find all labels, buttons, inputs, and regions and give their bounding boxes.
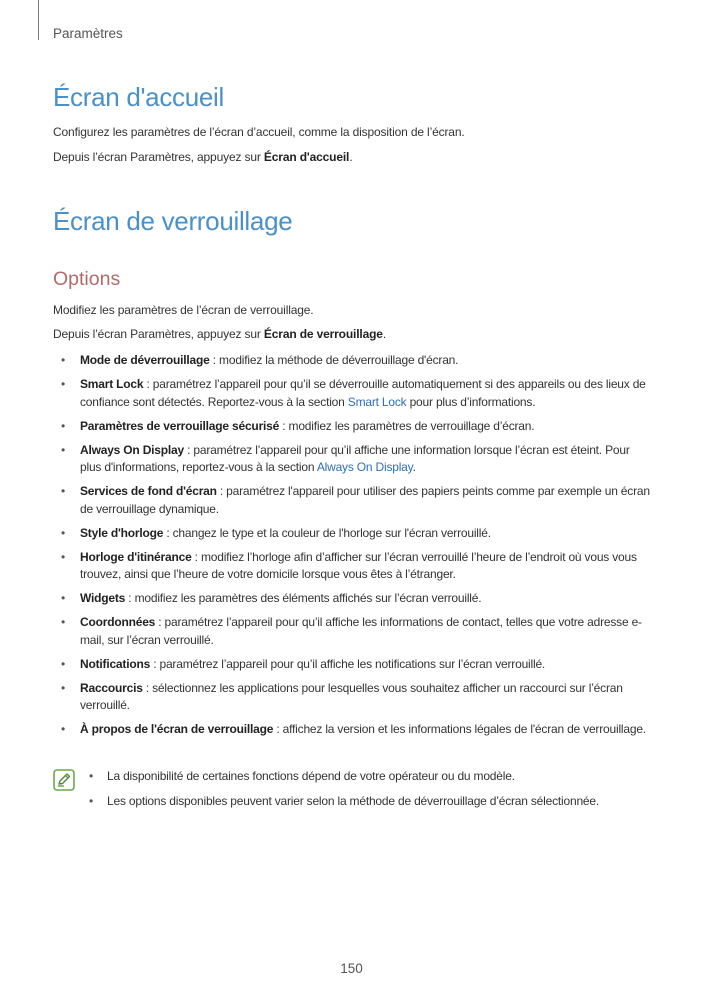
option-term: À propos de l'écran de verrouillage	[80, 722, 274, 736]
option-text: : sélectionnez les applications pour lesquelles vous souhaitez afficher un raccourci sur l’écran verrouillé.	[80, 680, 623, 712]
note-item: • La disponibilité de certaines fonctions dépend de votre opérateur ou du modèle.	[89, 769, 515, 783]
home-screen-path	[53, 150, 352, 164]
lock-screen-path	[53, 327, 386, 341]
note-text: La disponibilité de certaines fonctions dépend de votre opérateur ou du modèle.	[107, 769, 515, 783]
option-contact-info: • Coordonnées : paramétrez l’appareil pour qu’il affiche les informations de contact, telles que votre adresse e-mail, sur l’écran verrouillé.	[61, 615, 642, 647]
page-number: 150	[340, 961, 363, 976]
option-secure-lock-settings: • Paramètres de verrouillage sécurisé : modifiez les paramètres de verrouillage d’écran.	[61, 418, 535, 433]
home-screen-path-target: Écran d'accueil	[263, 150, 350, 164]
option-text: : paramétrez l’appareil pour qu’il affiche une information lorsque l’écran est éteint. Pour plus d'informations, reportez-vous à la section	[80, 442, 630, 474]
option-roaming-clock: • Horloge d'itinérance : modifiez l’horloge afin d’afficher sur l’écran verrouillé l’heure de l’endroit où vous vous trouvez, ainsi que l’heure de votre domicile lorsque vous êtes à l’étranger.	[61, 549, 637, 581]
option-text: : modifiez les paramètres des éléments affichés sur l’écran verrouillé.	[125, 591, 482, 605]
option-text-after: pour plus d’informations.	[406, 394, 536, 409]
option-term: Style d'horloge	[80, 525, 164, 540]
header-divider	[38, 0, 39, 40]
lock-screen-heading: Écran de verrouillage	[53, 206, 293, 236]
option-text: : changez le type et la couleur de l'horloge sur l'écran verrouillé.	[163, 525, 491, 540]
always-on-display-link[interactable]: Always On Display	[316, 460, 413, 474]
option-unlock-mode: • Mode de déverrouillage : modifiez la méthode de déverrouillage d'écran.	[61, 353, 459, 367]
home-screen-path-suffix: .	[349, 150, 353, 164]
options-heading: Options	[53, 268, 121, 290]
option-term: Raccourcis	[80, 680, 143, 695]
option-smart-lock: • Smart Lock : paramétrez l’appareil pour qu’il se déverrouille automatiquement si des appareils ou des lieux de confiance sont détectés. Reportez-vous à la section Smart Lock pour plus d’informations.	[61, 377, 646, 409]
option-always-on-display: • Always On Display : paramétrez l’appareil pour qu’il affiche une information lorsque l’écran est éteint. Pour plus d'informations, reportez-vous à la section Always On Display.	[61, 442, 630, 474]
home-screen-heading: Écran d'accueil	[53, 82, 225, 112]
lock-screen-path-suffix: .	[382, 327, 387, 341]
home-screen-path-prefix: Depuis l’écran Paramètres, appuyez sur	[53, 150, 264, 164]
lock-screen-description: Modifiez les paramètres de l’écran de verrouillage.	[53, 303, 314, 317]
note-list	[80, 768, 660, 817]
option-text-after: .	[412, 460, 416, 474]
option-term: Services de fond d'écran	[80, 484, 217, 498]
header-title: Paramètres	[53, 26, 123, 41]
option-term: Paramètres de verrouillage sécurisé	[80, 418, 280, 433]
lock-screen-path-prefix: Depuis l’écran Paramètres, appuyez sur	[53, 327, 264, 341]
option-term: Always On Display	[80, 442, 184, 457]
note-text: Les options disponibles peuvent varier selon la méthode de déverrouillage d’écran sélectionnée.	[107, 793, 599, 808]
option-text: : paramétrez l’appareil pour qu’il se déverrouille automatiquement si des appareils ou des lieux de confiance sont détectés. Reportez-vous à la section	[80, 377, 646, 409]
option-text: : paramétrez l'appareil pour utiliser des papiers peints comme par exemple un écran de verrouillage dynamique.	[80, 484, 650, 516]
note-item: • Les options disponibles peuvent varier selon la méthode de déverrouillage d’écran sélectionnée.	[89, 793, 599, 808]
note-pencil-icon	[53, 769, 75, 791]
option-term: Notifications	[80, 656, 151, 671]
option-text: : modifiez les paramètres de verrouillage d’écran.	[279, 418, 535, 433]
lock-screen-path-target: Écran de verrouillage	[263, 327, 383, 341]
option-about-lock-screen: • À propos de l'écran de verrouillage : affichez la version et les informations légales de l'écran de verrouillage.	[61, 722, 646, 736]
option-notifications: • Notifications : paramétrez l’appareil pour qu’il affiche les notifications sur l’écran verrouillé.	[61, 656, 546, 671]
home-screen-description: Configurez les paramètres de l’écran d’accueil, comme la disposition de l’écran.	[53, 125, 465, 139]
option-text: : affichez la version et les informations légales de l'écran de verrouillage.	[273, 722, 646, 736]
option-text: : paramétrez l’appareil pour qu’il affiche les informations de contact, telles que votre adresse e-mail, sur l’écran verrouillé.	[80, 615, 642, 647]
option-wallpaper-services: • Services de fond d'écran : paramétrez l'appareil pour utiliser des papiers peints comme par exemple un écran de verrouillage dynamique.	[61, 484, 650, 516]
smart-lock-link[interactable]: Smart Lock	[347, 394, 407, 409]
option-term: Widgets	[80, 591, 126, 605]
option-term: Horloge d'itinérance	[80, 549, 192, 564]
lock-screen-options-list	[53, 352, 653, 745]
option-text: : paramétrez l’appareil pour qu’il affiche les notifications sur l’écran verrouillé.	[150, 656, 546, 671]
option-term: Mode de déverrouillage	[80, 353, 210, 367]
option-term: Coordonnées	[80, 615, 156, 629]
option-text: : modifiez l’horloge afin d’afficher sur l’écran verrouillé l’heure de l’endroit où vous vous trouvez, ainsi que l’heure de votre domicile lorsque vous êtes à l’étranger.	[80, 549, 637, 581]
option-text: : modifiez la méthode de déverrouillage d'écran.	[209, 353, 459, 367]
option-shortcuts: • Raccourcis : sélectionnez les applications pour lesquelles vous souhaitez afficher un raccourci sur l’écran verrouillé.	[61, 680, 623, 712]
option-widgets: • Widgets : modifiez les paramètres des éléments affichés sur l’écran verrouillé.	[61, 591, 482, 605]
option-term: Smart Lock	[80, 377, 144, 391]
option-clock-style: • Style d'horloge : changez le type et la couleur de l'horloge sur l'écran verrouillé.	[61, 525, 491, 540]
